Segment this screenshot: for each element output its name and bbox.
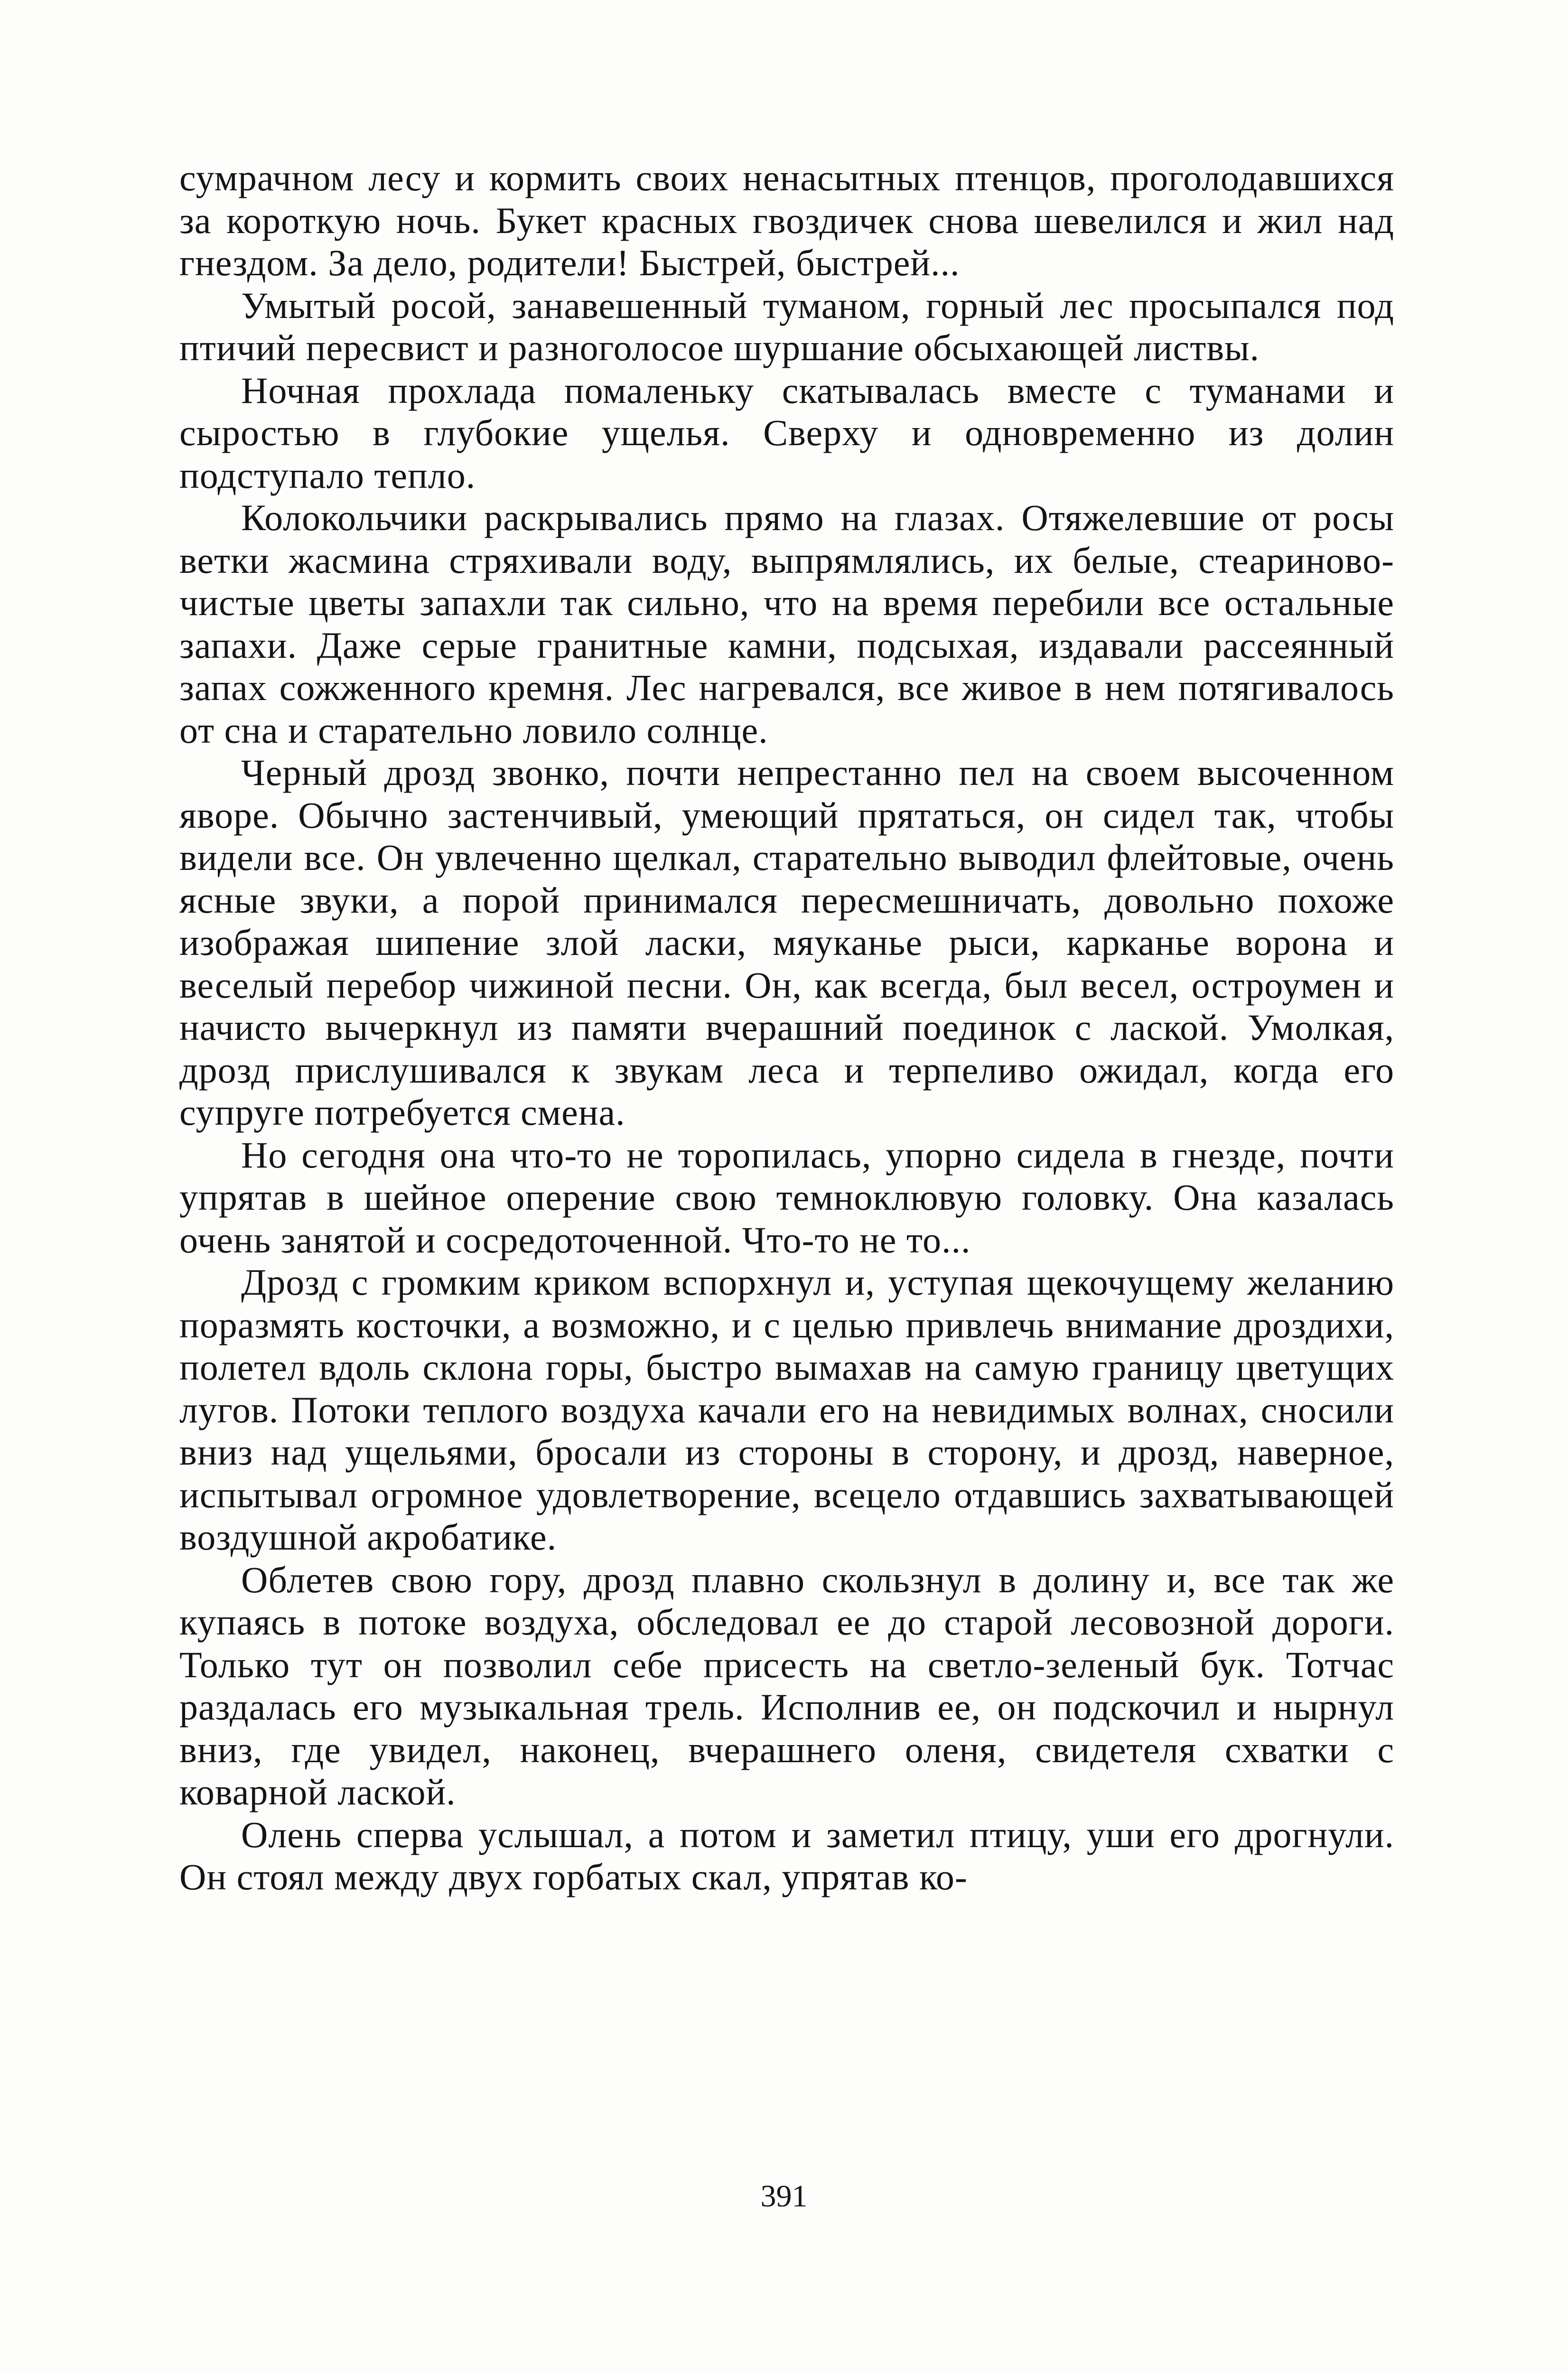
page-number: 391 (760, 2179, 808, 2214)
paragraph-2: Умытый росой, занавешенный туманом, горный лес просыпался под птичий пересвист и разноголосое шуршание обсыхающей листвы. (179, 284, 1394, 368)
body-text (179, 157, 1394, 1898)
paragraph-3: Ночная прохлада помаленьку скатывалась вместе с туманами и сыростью в глубокие ущелья. Сверху и одновременно из долин подступало тепло. (179, 369, 1394, 496)
paragraph-6: Но сегодня она что-то не торопилась, упорно сидела в гнезде, почти упрятав в шейное оперение свою темноклювую головку. Она казалась очень занятой и сосредоточенной. Что-то не то... (179, 1134, 1394, 1261)
paragraph-9: Олень сперва услышал, а потом и заметил птицу, уши его дрогнули. Он стоял между двух горбатых скал, упрятав ко- (179, 1813, 1394, 1897)
paragraph-8: Облетев свою гору, дрозд плавно скользнул в долину и, все так же купаясь в потоке воздуха, обследовал ее до старой лесовозной дороги. Только тут он позволил себе присесть на светло-зеленый бук. Тотчас раздалась его музыкальная трель. Исполнив ее, он подскочил и нырнул вниз, где увидел, наконец, вчерашнего оленя, свидетеля схватки с коварной лаской. (179, 1559, 1394, 1812)
paragraph-7: Дрозд с громким криком вспорхнул и, уступая щекочущему желанию поразмять косточки, а возможно, и с целью привлечь внимание дроздихи, полетел вдоль склона горы, быстро вымахав на самую границу цветущих лугов. Потоки теплого воздуха качали его на невидимых волнах, сносили вниз над ущельями, бросали из стороны в сторону, и дрозд, наверное, испытывал огромное удовлетворение, всецело отдавшись захватывающей воздушной акробатике. (179, 1261, 1394, 1558)
paragraph-1: сумрачном лесу и кормить своих ненасытных птенцов, проголодавшихся за короткую ночь. Букет красных гвоздичек снова шевелился и жил над гнездом. За дело, родители! Быстрей, быстрей... (179, 157, 1394, 283)
paragraph-4: Колокольчики раскрывались прямо на глазах. Отяжелевшие от росы ветки жасмина стряхивали воду, выпрямлялись, их белые, стеариново-чистые цветы запахли так сильно, что на время перебили все остальные запахи. Даже серые гранитные камни, подсыхая, издавали рассеянный запах сожженного кремня. Лес нагревался, все живое в нем потягивалось от сна и старательно ловило солнце. (179, 497, 1394, 751)
paragraph-5: Черный дрозд звонко, почти непрестанно пел на своем высоченном яворе. Обычно застенчивый, умеющий прятаться, он сидел так, чтобы видели все. Он увлеченно щелкал, старательно выводил флейтовые, очень ясные звуки, а порой принимался пересмешничать, довольно похоже изображая шипение злой ласки, мяуканье рыси, карканье ворона и веселый перебор чижиной песни. Он, как всегда, был весел, остроумен и начисто вычеркнул из памяти вчерашний поединок с лаской. Умолкая, дрозд прислушивался к звукам леса и терпеливо ожидал, когда его супруге потребуется смена. (179, 752, 1394, 1133)
